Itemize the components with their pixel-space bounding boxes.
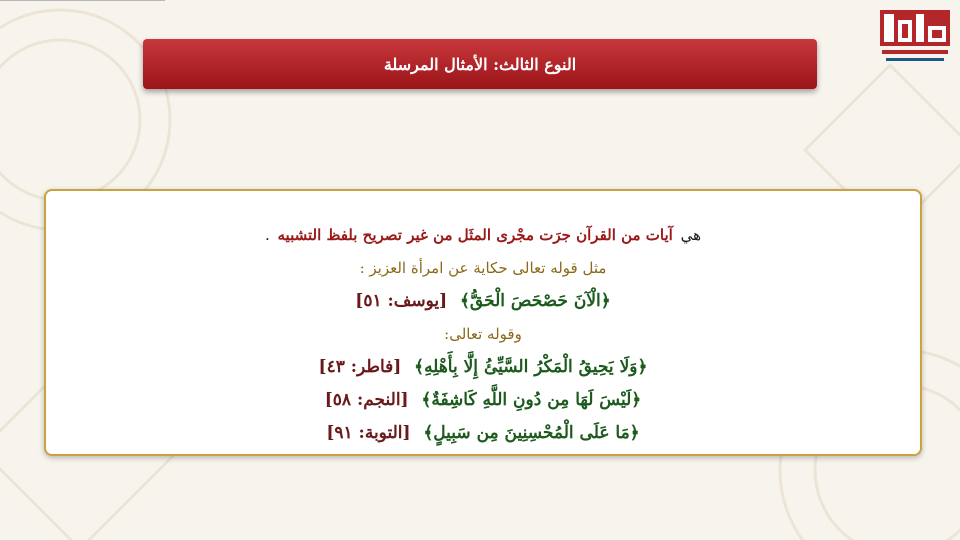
verse-4-ref: [التوبة: ٩١] bbox=[326, 423, 411, 443]
verse-line-2 bbox=[46, 351, 920, 384]
verse-1-ref: [يوسف: ٥١] bbox=[355, 291, 448, 311]
slide-title: النوع الثالث: الأمثال المرسلة bbox=[383, 54, 577, 74]
verse-2-text: ﴿وَلَا يَحِيقُ الْمَكْرُ السَّيِّئُ إِلَّا بِأَهْلِهِ﴾ bbox=[414, 357, 648, 377]
definition-prefix: هي bbox=[680, 226, 702, 244]
logo bbox=[876, 4, 954, 66]
example-intro: مثل قوله تعالى حكاية عن امرأة العزيز : bbox=[359, 259, 607, 277]
top-divider bbox=[0, 0, 165, 1]
verse-4-text: ﴿مَا عَلَى الْمُحْسِنِينَ مِن سَبِيلٍ﴾ bbox=[423, 423, 640, 443]
slide-title-bar bbox=[143, 39, 817, 89]
verse-1-text: ﴿الْآنَ حَصْحَصَ الْحَقُّ﴾ bbox=[459, 291, 611, 311]
content-box bbox=[44, 189, 922, 456]
definition-body: آيات من القرآن جرَت مجْرى المثَل من غير تصريح بلفظ التشبيه bbox=[277, 226, 673, 244]
verse-2-ref: [فاطر: ٤٣] bbox=[318, 357, 402, 377]
verse-line-3 bbox=[46, 384, 920, 417]
definition-line bbox=[46, 219, 920, 252]
verse-3-text: ﴿لَيْسَ لَهَا مِن دُونِ اللَّهِ كَاشِفَةٌ﴾ bbox=[421, 390, 642, 410]
verse-line-1 bbox=[46, 285, 920, 318]
verse-line-4 bbox=[46, 417, 920, 450]
verse-3-ref: [النجم: ٥٨] bbox=[324, 390, 409, 410]
definition-suffix: . bbox=[264, 226, 270, 244]
second-intro: وقوله تعالى: bbox=[444, 325, 522, 343]
